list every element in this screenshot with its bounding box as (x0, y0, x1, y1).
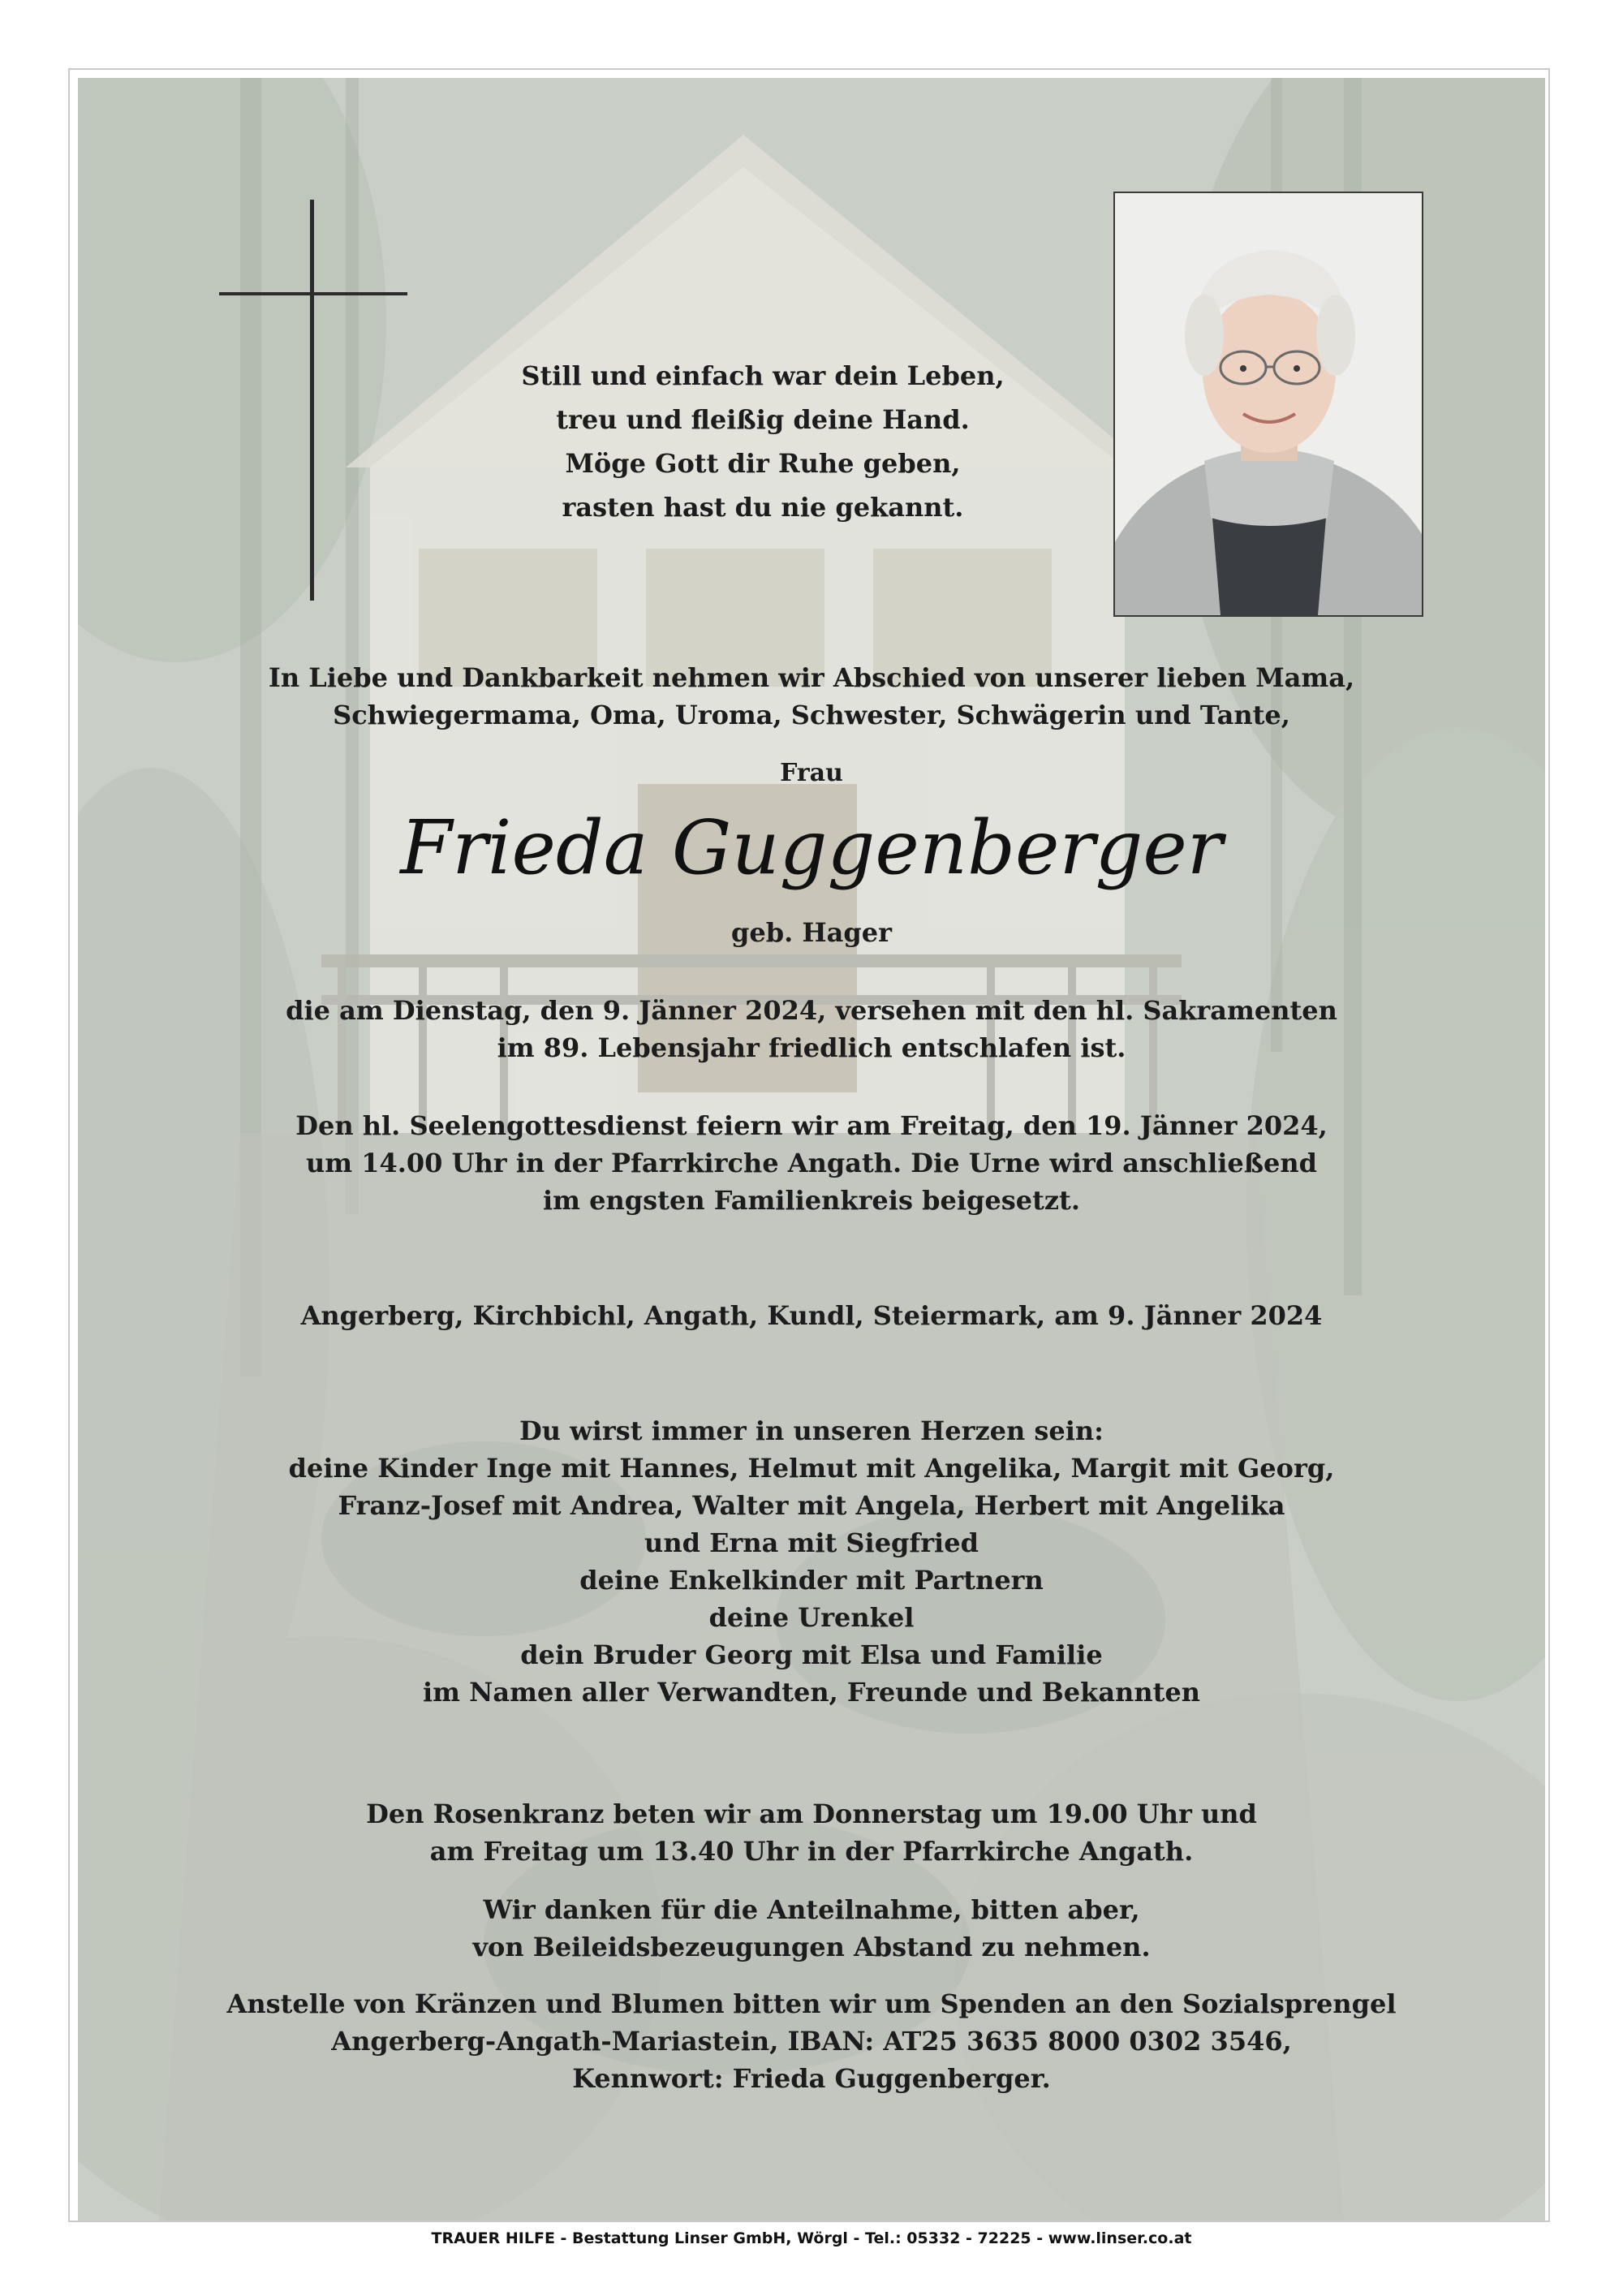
donation-line: Angerberg-Angath-Mariastein, IBAN: AT25 3635 8000 0302 3546, (331, 2026, 1292, 2057)
mourners-list (122, 1412, 1501, 1711)
rosary-line: am Freitag um 13.40 Uhr in der Pfarrkirche Angath. (429, 1836, 1194, 1867)
cross-icon (219, 200, 407, 601)
donation-line: Kennwort: Frieda Guggenberger. (572, 2063, 1051, 2094)
intro-line: Schwiegermama, Oma, Uroma, Schwester, Schwägerin und Tante, (333, 700, 1290, 730)
poem-line: Still und einfach war dein Leben, (521, 360, 1005, 391)
mourners-line: Du wirst immer in unseren Herzen sein: (519, 1415, 1104, 1446)
intro-text (122, 659, 1501, 734)
donation-text (122, 1985, 1501, 2097)
service-line: um 14.00 Uhr in der Pfarrkirche Angath. Die Urne wird anschließend (305, 1148, 1318, 1178)
mourners-line: dein Bruder Georg mit Elsa und Familie (520, 1639, 1103, 1670)
rosary-line: Den Rosenkranz beten wir am Donnerstag um 19.00 Uhr und (366, 1798, 1257, 1829)
mourners-line: deine Kinder Inge mit Hannes, Helmut mit Angelika, Margit mit Georg, (288, 1453, 1335, 1484)
footer-imprint: TRAUER HILFE - Bestattung Linser GmbH, Wörgl - Tel.: 05332 - 72225 - www.linser.co.at (431, 2229, 1192, 2247)
death-notice-line: im 89. Lebensjahr friedlich entschlafen ist. (497, 1032, 1126, 1063)
poem-line: Möge Gott dir Ruhe geben, (565, 448, 961, 479)
mourners-line: deine Enkelkinder mit Partnern (579, 1565, 1044, 1596)
place-date: Angerberg, Kirchbichl, Angath, Kundl, Steiermark, am 9. Jänner 2024 (300, 1300, 1323, 1331)
portrait-image (1115, 193, 1422, 615)
poem-line: treu und fleißig deine Hand. (556, 404, 970, 435)
service-info (122, 1107, 1501, 1219)
mourners-line: Franz-Josef mit Andrea, Walter mit Angela, Herbert mit Angelika (338, 1490, 1285, 1521)
deceased-name: Frieda Guggenberger (400, 804, 1223, 891)
death-notice (122, 992, 1501, 1066)
service-line: im engsten Familienkreis beigesetzt. (543, 1185, 1080, 1216)
mourners-line: im Namen aller Verwandten, Freunde und Bekannten (423, 1677, 1200, 1708)
title-word: Frau (780, 759, 843, 787)
thanks-text (122, 1891, 1501, 1966)
donation-line: Anstelle von Kränzen und Blumen bitten wir um Spenden an den Sozialsprengel (226, 1988, 1397, 2019)
poem (438, 354, 1087, 529)
maiden-name: geb. Hager (731, 917, 892, 948)
intro-line: In Liebe und Dankbarkeit nehmen wir Abschied von unserer lieben Mama, (268, 662, 1355, 693)
portrait-photo (1113, 192, 1423, 617)
mourners-line: deine Urenkel (708, 1602, 915, 1633)
rosary-info (122, 1795, 1501, 1870)
service-line: Den hl. Seelengottesdienst feiern wir am Freitag, den 19. Jänner 2024, (295, 1110, 1328, 1141)
thanks-line: von Beileidsbezeugungen Abstand zu nehmen. (472, 1932, 1151, 1962)
poem-line: rasten hast du nie gekannt. (562, 492, 964, 523)
thanks-line: Wir danken für die Anteilnahme, bitten aber, (483, 1894, 1140, 1925)
death-notice-line: die am Dienstag, den 9. Jänner 2024, versehen mit den hl. Sakramenten (286, 995, 1337, 1026)
mourners-line: und Erna mit Siegfried (644, 1527, 979, 1558)
